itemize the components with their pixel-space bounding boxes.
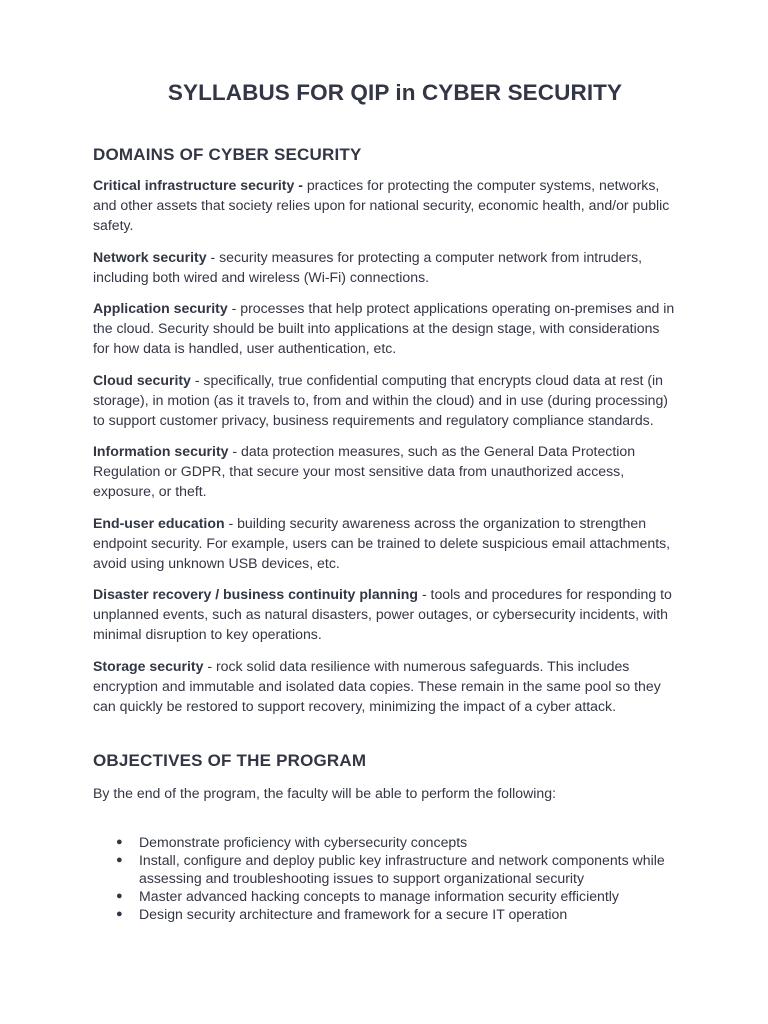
domain-paragraph <box>93 584 677 644</box>
domain-paragraph <box>93 513 677 573</box>
domain-term: Network security <box>93 248 207 265</box>
domain-paragraph <box>93 441 677 501</box>
domain-paragraph <box>93 247 677 287</box>
objective-text: Install, configure and deploy public key infrastructure and network components while assessing and troubleshooting issues to support organizational security <box>139 852 665 886</box>
domain-paragraph <box>93 298 677 358</box>
domain-description: - rock solid data resilience with numerous safeguards. This includes encryption and immutable and isolated data copies. These remain in the same pool so they can quickly be restored to support recovery, minimizing the impact of a cyber attack. <box>93 657 661 714</box>
domain-paragraph <box>93 175 677 235</box>
objective-item <box>93 833 677 851</box>
domain-term: Application security <box>93 300 228 316</box>
objectives-list <box>93 833 677 923</box>
bullet-icon: ● <box>116 908 123 920</box>
objective-text: Design security architecture and framework for a secure IT operation <box>139 906 568 922</box>
document-title: SYLLABUS FOR QIP in CYBER SECURITY <box>167 80 623 105</box>
bullet-icon: ● <box>116 890 123 902</box>
domain-term: Disaster recovery / business continuity planning <box>93 586 419 602</box>
domain-term: Critical infrastructure security - <box>93 177 303 193</box>
domain-term: Information security <box>93 443 229 459</box>
objective-item <box>93 851 677 887</box>
domain-description: - security measures for protecting a computer network from intruders, including both wired and wireless (Wi-Fi) connections. <box>93 248 643 285</box>
domain-description: - tools and procedures for responding to unplanned events, such as natural disasters, power outages, or cybersecurity incidents, with minimal disruption to key operations. <box>93 586 672 642</box>
objective-item <box>93 887 677 905</box>
domain-paragraph <box>93 656 677 716</box>
objective-item <box>93 905 677 923</box>
domain-term: End-user education <box>93 514 225 531</box>
objectives-intro: By the end of the program, the faculty will be able to perform the following: <box>93 785 556 801</box>
domain-description: - building security awareness across the organization to strengthen endpoint security. For example, users can be trained to delete suspicious email attachments, avoid using unknown USB devices, etc. <box>93 514 671 571</box>
domain-description: - data protection measures, such as the General Data Protection Regulation or GDPR, that secure your most sensitive data from unauthorized access, exposure, or theft. <box>93 443 636 499</box>
domains-heading: DOMAINS OF CYBER SECURITY <box>93 145 362 164</box>
domain-paragraph <box>93 370 677 430</box>
objective-text: Demonstrate proficiency with cybersecurity concepts <box>139 834 468 850</box>
domain-description: practices for protecting the computer systems, networks, and other assets that society relies upon for national security, economic health, and/or public safety. <box>93 177 670 233</box>
bullet-icon: ● <box>116 836 123 848</box>
domain-description: - processes that help protect applications operating on-premises and in the cloud. Security should be built into applications at the design stage, with considerations for how data is handled, user authentication, etc. <box>93 300 675 356</box>
domain-term: Cloud security <box>93 371 191 388</box>
domain-term: Storage security <box>93 657 204 674</box>
objective-text: Master advanced hacking concepts to manage information security efficiently <box>139 888 619 904</box>
bullet-icon: ● <box>116 854 123 866</box>
domains-list <box>93 175 677 727</box>
objectives-heading: OBJECTIVES OF THE PROGRAM <box>93 751 367 770</box>
domain-description: - specifically, true confidential computing that encrypts cloud data at rest (in storage), in motion (as it travels to, from and within the cloud) and in use (during processing) to support customer privacy, business requirements and regulatory compliance standards. <box>93 371 668 428</box>
